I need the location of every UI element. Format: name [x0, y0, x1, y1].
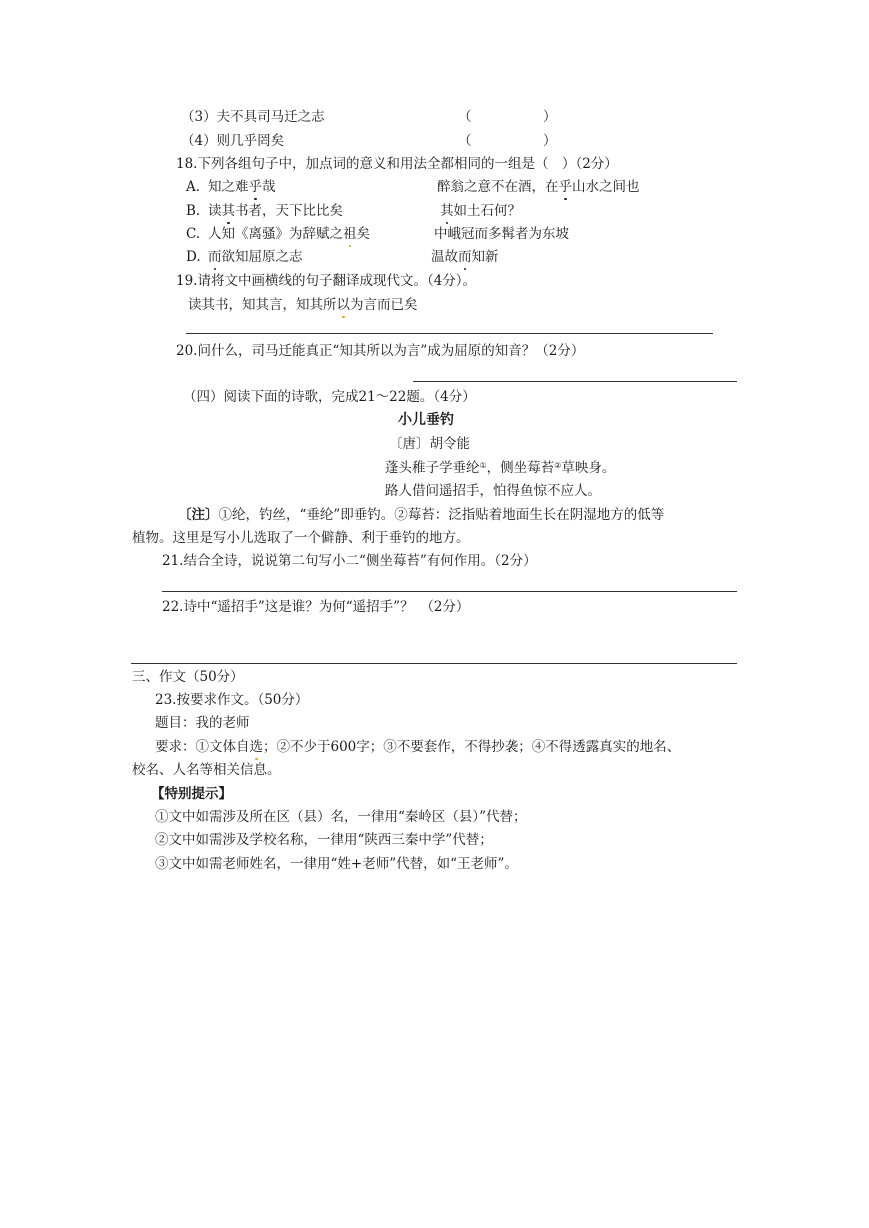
- tip-3: ③文中如需老师姓名，一律用“姓+老师”代替，如“王老师”。: [155, 856, 518, 872]
- q17-item-3-paren-close: ）: [543, 109, 557, 125]
- q21-answer-line[interactable]: [162, 591, 737, 592]
- emphasis-dot-word: 而: [458, 249, 472, 265]
- q18-option-c-left: 人知《离骚》为辞赋之祖矣: [208, 226, 370, 242]
- emphasis-dot-word: 祖: [343, 226, 357, 242]
- q19-stem: 19.请将文中画横线的句子翻译成现代文。（4分）。: [176, 273, 477, 289]
- q21-stem: 21.结合全诗，说说第二句写小二“侧坐莓苔”有何作用。（2分）: [162, 553, 537, 569]
- q18-option-c-right: 中峨冠而多髯者为东坡: [434, 226, 569, 242]
- tip-1: ①文中如需涉及所在区（县）名，一律用“秦岭区（县）”代替；: [155, 809, 527, 825]
- emphasis-dot-word: 乎: [248, 179, 262, 195]
- q20-stem: 20.问什么，司马迁能真正“知其所以为言”成为屈原的知音？（2分）: [176, 343, 585, 359]
- poem-note-line-2: 植物。这里是写小儿选取了一个僻静、利于垂钓的地方。: [132, 530, 470, 546]
- q18-option-b-right: 其如土石何？: [440, 203, 521, 219]
- tip-2: ②文中如需涉及学校名称，一律用“陕西三秦中学”代替；: [155, 832, 493, 848]
- q18-option-a-left: 知之难乎哉: [208, 179, 276, 195]
- emphasis-dot-word: 而: [208, 249, 222, 265]
- composition-requirements-cont: 校名、人名等相关信息。: [132, 762, 281, 778]
- q18-option-a-right: 醉翁之意不在酒，在乎山水之间也: [437, 179, 640, 195]
- section-3-heading: 三、作文（50分）: [132, 669, 244, 685]
- q18-option-d-label: D.: [186, 249, 201, 265]
- q22-stem: 22.诗中“遥招手”这是谁？为何“遥招手”？ （2分）: [162, 599, 470, 615]
- emphasis-dot-word: 以: [336, 297, 350, 313]
- q17-item-4: （4）则几乎罔矣: [181, 133, 285, 149]
- q18-stem: 18.下列各组句子中，加点词的意义和用法全都相同的一组是（ ）（2分）: [176, 156, 618, 172]
- q20-answer-line[interactable]: [413, 381, 737, 382]
- q17-item-4-paren-open: （: [458, 133, 472, 149]
- composition-topic: 题目：我的老师: [155, 715, 250, 731]
- composition-requirements: 要求：①文体自选；②不少于600字；③不要套作，不得抄袭；④不得透露真实的地名、: [155, 739, 681, 755]
- q23-stem: 23.按要求作文。（50分）: [155, 692, 309, 708]
- poem-author: 〔唐〕胡令能: [389, 436, 470, 452]
- emphasis-dot-word: 选: [249, 739, 263, 755]
- q18-option-d-right: 温故而知新: [431, 249, 499, 265]
- q18-option-a-label: A.: [186, 179, 201, 195]
- q18-option-b-label: B.: [186, 203, 201, 219]
- q17-item-4-paren-close: ）: [543, 133, 557, 149]
- q18-option-b-left: 读其书者，天下比比矣: [208, 203, 343, 219]
- emphasis-dot-word: 其: [221, 203, 235, 219]
- poem-line-2: 路人借问遥招手，怕得鱼惊不应人。: [385, 483, 601, 499]
- q17-item-3: （3）夫不具司马迁之志: [181, 109, 325, 125]
- emphasis-dot-word: 乎: [558, 179, 572, 195]
- poem-title: 小儿垂钓: [398, 412, 454, 428]
- q17-item-3-paren-open: （: [458, 109, 472, 125]
- poem-note-line-1: 〔注〕①纶，钓丝，“垂纶”即垂钓。②莓苔：泛指贴着地面生长在阴湿地方的低等: [178, 507, 665, 523]
- footnote-marker-1: ①: [479, 461, 487, 470]
- emphasis-dot-word: 其: [440, 203, 454, 219]
- footnote-marker-2: ②: [554, 461, 562, 470]
- section-4-heading: （四）阅读下面的诗歌，完成21～22题。（4分）: [183, 389, 476, 405]
- q19-answer-line[interactable]: [186, 333, 713, 334]
- q22-answer-line[interactable]: [131, 663, 737, 664]
- q18-option-d-left: 而欲知屈原之志: [208, 249, 303, 265]
- q19-sentence: 读其书，知其言，知其所以为言而已矣: [188, 297, 418, 313]
- q18-option-c-label: C.: [186, 226, 201, 242]
- special-tips-heading: 【特别提示】: [151, 786, 232, 802]
- poem-line-1: 蓬头稚子学垂纶①，侧坐莓苔②草映身。: [385, 460, 616, 476]
